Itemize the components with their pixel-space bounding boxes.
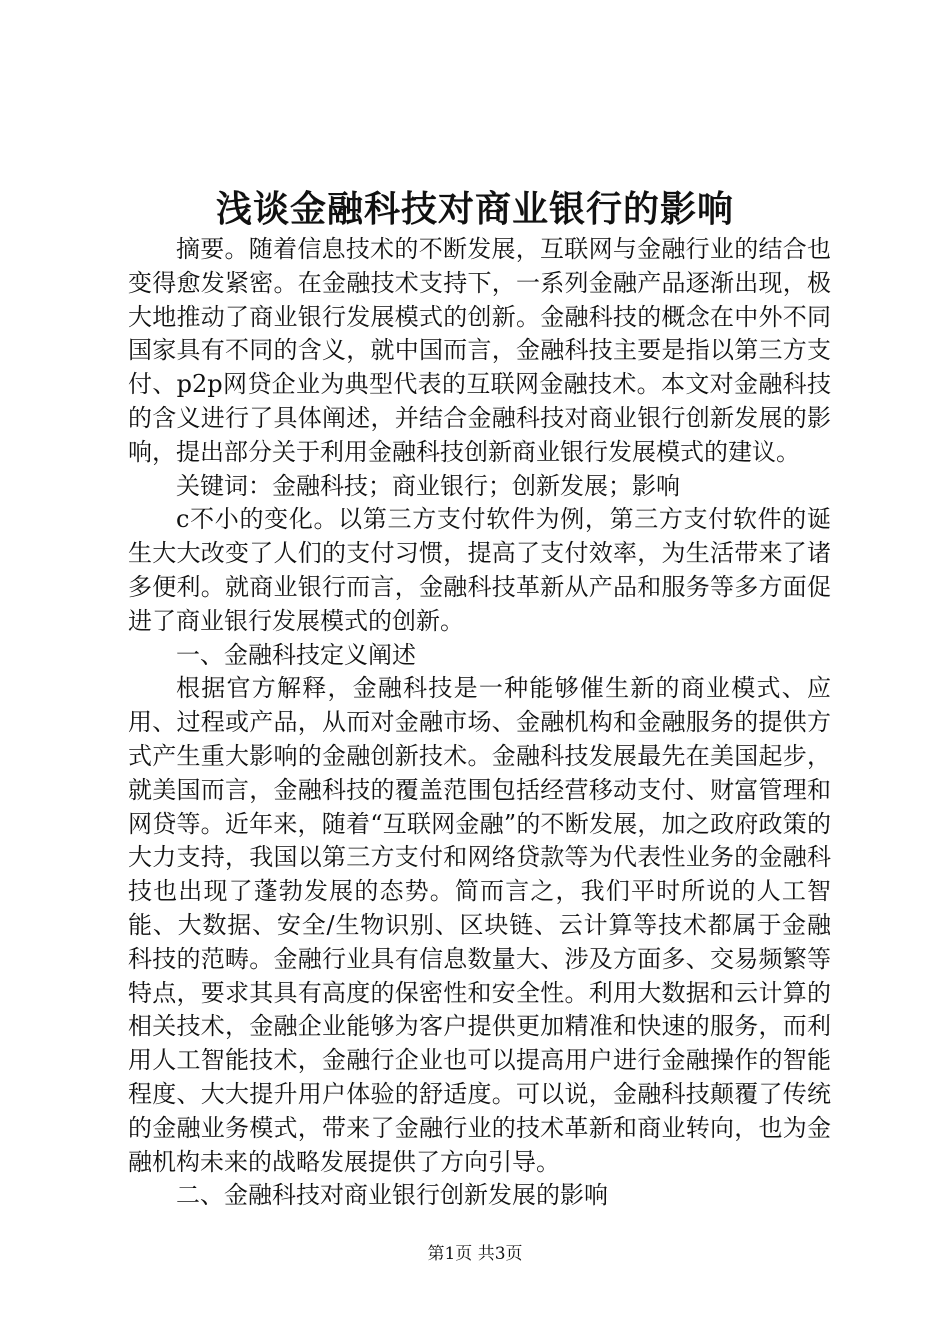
section-1-paragraph: 根据官方解释，金融科技是一种能够催生新的商业模式、应用、过程或产品，从而对金融市场、金融机构和金融服务的提供方式产生重大影响的金融创新技术。金融科技发展最先在美国起步，就美国而言，金融科技的覆盖范围包括经营移动支付、财富管理和网贷等。近年来，随着“互联网金融”的不断发展，加之政府政策的大力支持，我国以第三方支付和网络贷款等为代表性业务的金融科技也出现了蓬勃发展的态势。简而言之，我们平时所说的人工智能、大数据、安全/生物识别、区块链、云计算等技术都属于金融科技的范畴。金融行业具有信息数量大、涉及方面多、交易频繁等特点，要求其具有高度的保密性和安全性。利用大数据和云计算的相关技术，金融企业能够为客户提供更加精准和快速的服务，而利用人工智能技术，金融行企业也可以提高用户进行金融操作的智能程度、大大提升用户体验的舒适度。可以说，金融科技颠覆了传统的金融业务模式，带来了金融行业的技术革新和商业转向，也为金融机构未来的战略发展提供了方向引导。 [128,674,831,1176]
document-body [128,233,831,1213]
document-title: 浅谈金融科技对商业银行的影响 [215,188,734,230]
keywords-paragraph: 关键词：金融科技；商业银行；创新发展；影响 [176,471,680,500]
section-heading-2: 二、金融科技对商业银行创新发展的影响 [176,1181,608,1210]
section-heading-1: 一、金融科技定义阐述 [176,640,416,669]
intro-paragraph: c不小的变化。以第三方支付软件为例，第三方支付软件的诞生大大改变了人们的支付习惯，提高了支付效率，为生活带来了诸多便利。就商业银行而言，金融科技革新从产品和服务等多方面促进了商业银行发展模式的创新。 [128,505,831,635]
abstract-paragraph: 摘要。随着信息技术的不断发展，互联网与金融行业的结合也变得愈发紧密。在金融技术支持下，一系列金融产品逐渐出现，极大地推动了商业银行发展模式的创新。金融科技的概念在中外不同国家具有不同的含义，就中国而言，金融科技主要是指以第三方支付、p2p网贷企业为典型代表的互联网金融技术。本文对金融科技的含义进行了具体阐述，并结合金融科技对商业银行创新发展的影响，提出部分关于利用金融科技创新商业银行发展模式的建议。 [128,235,831,466]
page-footer: 第1页 共3页 [427,1244,523,1264]
